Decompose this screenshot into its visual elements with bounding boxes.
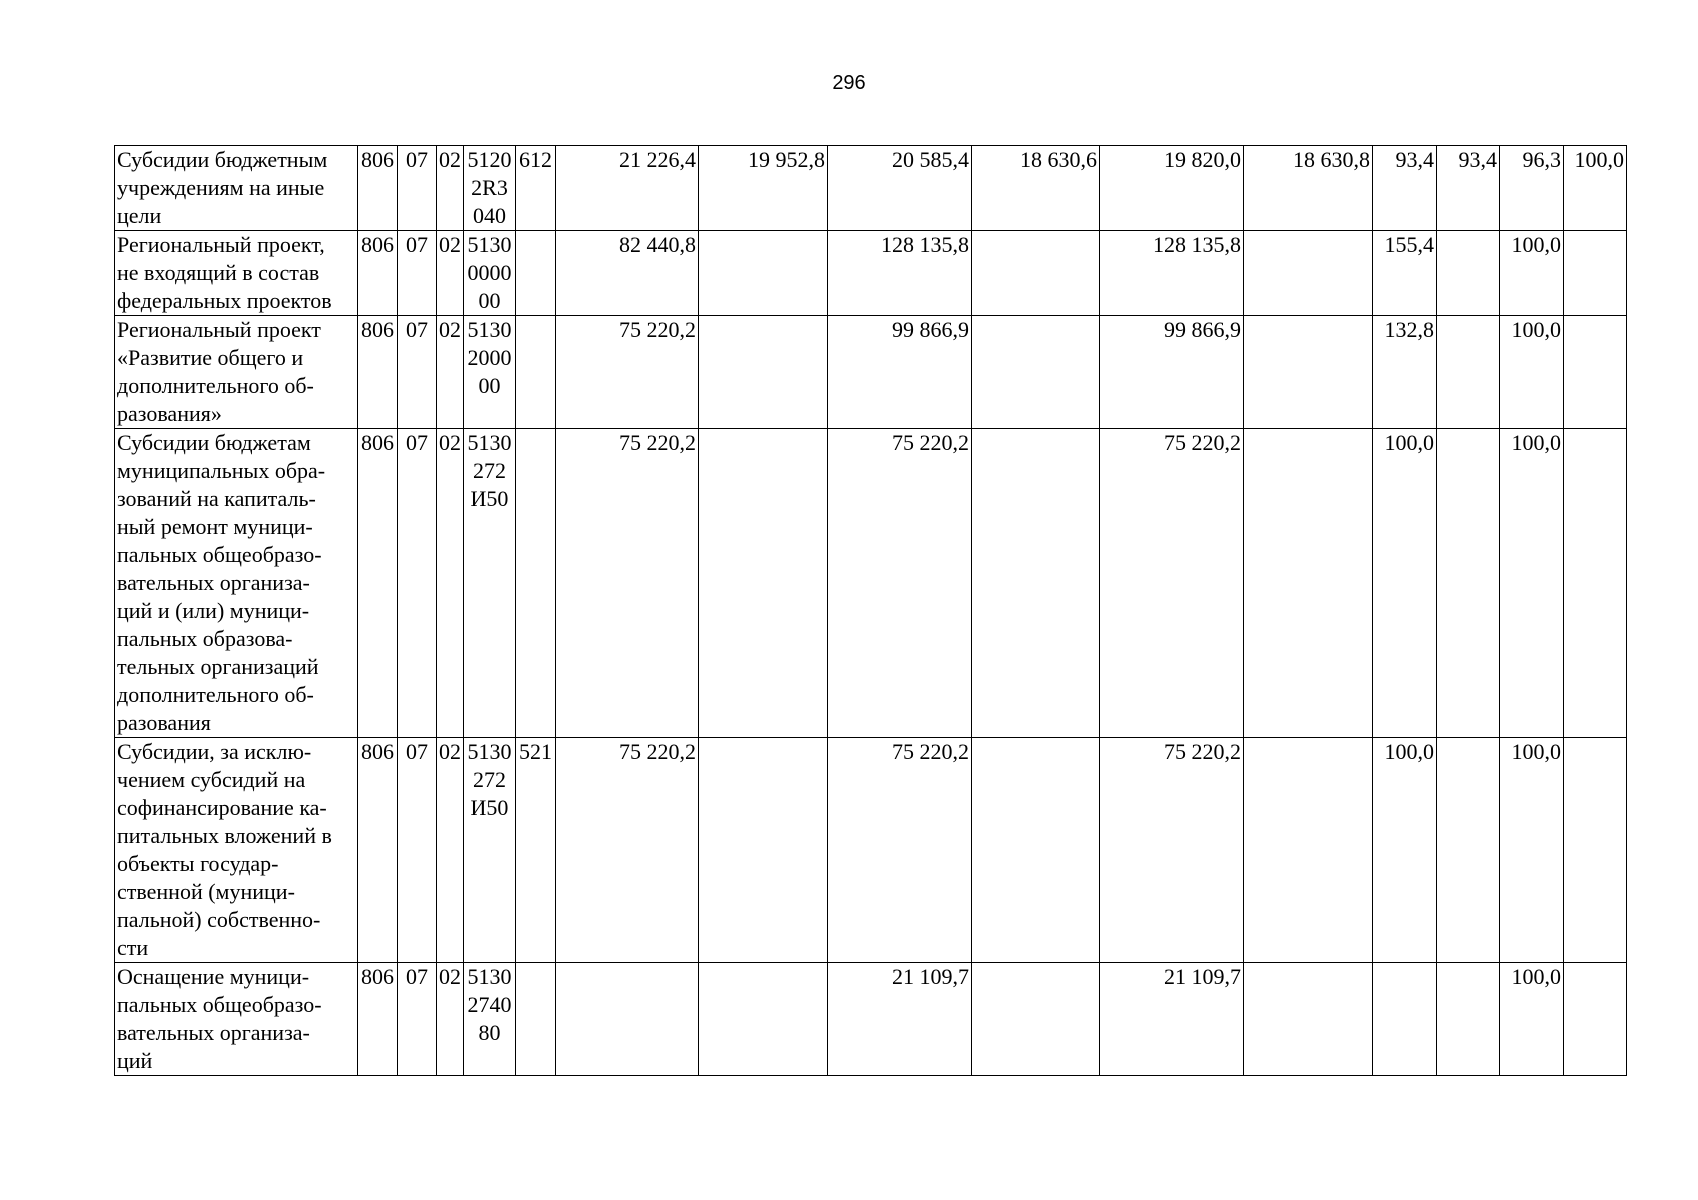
value-col-6 [1244, 429, 1373, 738]
value-col-5: 21 109,7 [1100, 963, 1244, 1076]
value-col-1: 75 220,2 [556, 738, 699, 963]
ved-code: 806 [358, 146, 398, 231]
percent-col-4 [1564, 429, 1627, 738]
percent-col-1: 132,8 [1373, 316, 1437, 429]
value-col-4 [972, 316, 1100, 429]
value-col-5: 19 820,0 [1100, 146, 1244, 231]
target-article-code: 5130 272 И50 [464, 429, 516, 738]
value-col-2 [699, 231, 828, 316]
page-number: 296 [832, 72, 866, 94]
value-col-2 [699, 316, 828, 429]
table-row [115, 231, 1627, 316]
expense-type-code [516, 231, 556, 316]
value-col-6 [1244, 316, 1373, 429]
subsection-code: 02 [437, 231, 464, 316]
value-col-3: 128 135,8 [828, 231, 972, 316]
table-row [115, 429, 1627, 738]
value-col-6 [1244, 738, 1373, 963]
value-col-5: 128 135,8 [1100, 231, 1244, 316]
row-name: Оснащение муници- пальных общеобразо- вательных организа- ций [115, 963, 358, 1076]
percent-col-3: 96,3 [1500, 146, 1564, 231]
target-article-code: 5130 272 И50 [464, 738, 516, 963]
row-name: Региональный проект, не входящий в состав федеральных проектов [115, 231, 358, 316]
percent-col-4: 100,0 [1564, 146, 1627, 231]
value-col-5: 99 866,9 [1100, 316, 1244, 429]
row-name: Субсидии бюджетам муниципальных обра- зований на капиталь- ный ремонт муници- пальных общеобразо- вательных организа- ций и (или) муници- пальных образова- тельных организаций дополнительного об- разования [115, 429, 358, 738]
table-row [115, 316, 1627, 429]
percent-col-3: 100,0 [1500, 738, 1564, 963]
value-col-6 [1244, 231, 1373, 316]
subsection-code: 02 [437, 963, 464, 1076]
row-name: Субсидии бюджетным учреждениям на иные цели [115, 146, 358, 231]
percent-col-4 [1564, 316, 1627, 429]
percent-col-2 [1437, 231, 1500, 316]
value-col-2 [699, 963, 828, 1076]
subsection-code: 02 [437, 316, 464, 429]
row-name: Региональный проект «Развитие общего и дополнительного об- разования» [115, 316, 358, 429]
percent-col-1: 100,0 [1373, 738, 1437, 963]
value-col-4 [972, 738, 1100, 963]
ved-code: 806 [358, 429, 398, 738]
target-article-code: 5120 2R3 040 [464, 146, 516, 231]
value-col-3: 21 109,7 [828, 963, 972, 1076]
percent-col-4 [1564, 963, 1627, 1076]
value-col-1: 75 220,2 [556, 429, 699, 738]
section-code: 07 [398, 963, 437, 1076]
target-article-code: 5130 0000 00 [464, 231, 516, 316]
percent-col-3: 100,0 [1500, 429, 1564, 738]
value-col-2 [699, 429, 828, 738]
percent-col-4 [1564, 231, 1627, 316]
value-col-1: 82 440,8 [556, 231, 699, 316]
value-col-3: 75 220,2 [828, 738, 972, 963]
budget-table [114, 145, 1627, 1076]
table-row [115, 738, 1627, 963]
percent-col-2 [1437, 429, 1500, 738]
expense-type-code [516, 316, 556, 429]
target-article-code: 5130 2000 00 [464, 316, 516, 429]
section-code: 07 [398, 738, 437, 963]
value-col-6: 18 630,8 [1244, 146, 1373, 231]
value-col-5: 75 220,2 [1100, 429, 1244, 738]
table-row [115, 963, 1627, 1076]
expense-type-code: 521 [516, 738, 556, 963]
value-col-4: 18 630,6 [972, 146, 1100, 231]
section-code: 07 [398, 429, 437, 738]
percent-col-3: 100,0 [1500, 316, 1564, 429]
value-col-3: 75 220,2 [828, 429, 972, 738]
percent-col-1: 155,4 [1373, 231, 1437, 316]
value-col-2 [699, 738, 828, 963]
section-code: 07 [398, 146, 437, 231]
section-code: 07 [398, 231, 437, 316]
subsection-code: 02 [437, 429, 464, 738]
percent-col-1: 93,4 [1373, 146, 1437, 231]
ved-code: 806 [358, 738, 398, 963]
value-col-1: 75 220,2 [556, 316, 699, 429]
value-col-6 [1244, 963, 1373, 1076]
value-col-4 [972, 963, 1100, 1076]
target-article-code: 5130 2740 80 [464, 963, 516, 1076]
percent-col-3: 100,0 [1500, 963, 1564, 1076]
percent-col-1: 100,0 [1373, 429, 1437, 738]
value-col-3: 99 866,9 [828, 316, 972, 429]
percent-col-2: 93,4 [1437, 146, 1500, 231]
value-col-1: 21 226,4 [556, 146, 699, 231]
percent-col-2 [1437, 738, 1500, 963]
percent-col-3: 100,0 [1500, 231, 1564, 316]
value-col-1 [556, 963, 699, 1076]
percent-col-1 [1373, 963, 1437, 1076]
ved-code: 806 [358, 231, 398, 316]
expense-type-code: 612 [516, 146, 556, 231]
ved-code: 806 [358, 316, 398, 429]
subsection-code: 02 [437, 146, 464, 231]
value-col-3: 20 585,4 [828, 146, 972, 231]
ved-code: 806 [358, 963, 398, 1076]
value-col-2: 19 952,8 [699, 146, 828, 231]
value-col-4 [972, 231, 1100, 316]
row-name: Субсидии, за исклю- чением субсидий на софинансирование ка- питальных вложений в объекты государ- ственной (муници- пальной) собственно- сти [115, 738, 358, 963]
subsection-code: 02 [437, 738, 464, 963]
table-row [115, 146, 1627, 231]
percent-col-2 [1437, 316, 1500, 429]
percent-col-2 [1437, 963, 1500, 1076]
percent-col-4 [1564, 738, 1627, 963]
expense-type-code [516, 963, 556, 1076]
expense-type-code [516, 429, 556, 738]
section-code: 07 [398, 316, 437, 429]
value-col-5: 75 220,2 [1100, 738, 1244, 963]
value-col-4 [972, 429, 1100, 738]
